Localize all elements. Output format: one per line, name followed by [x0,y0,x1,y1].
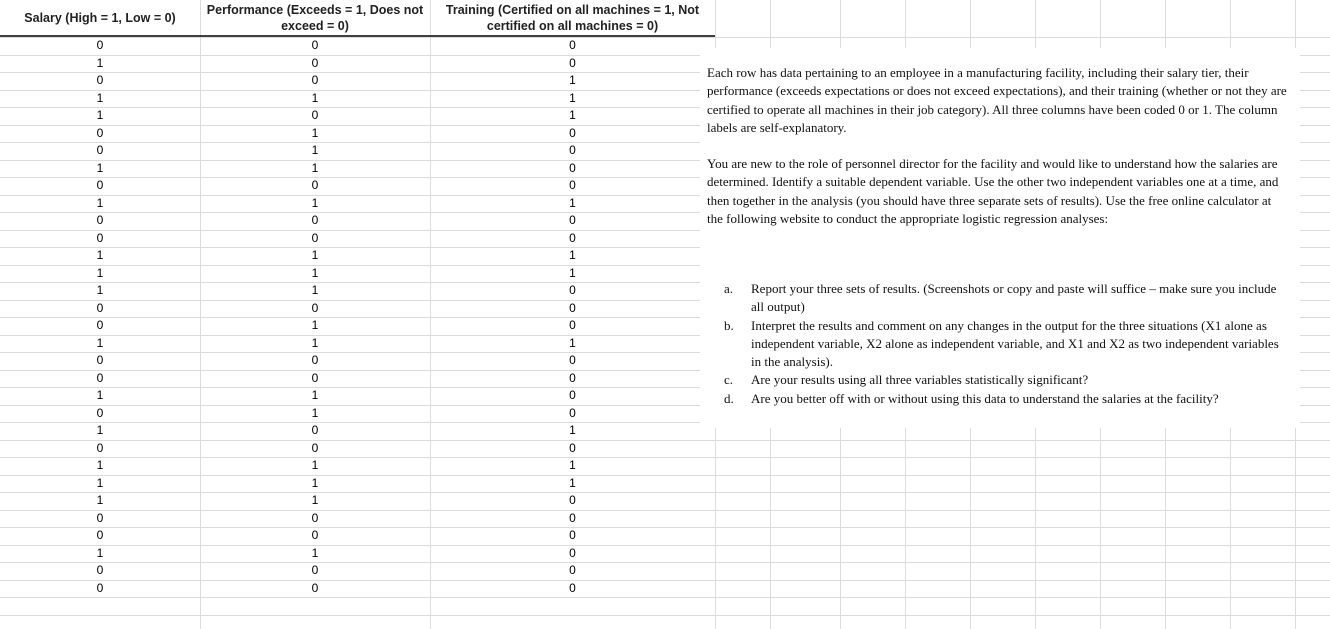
performance-cell[interactable]: 1 [311,545,319,560]
question-marker: a. [724,281,734,296]
salary-cell[interactable]: 1 [96,108,104,122]
salary-cell[interactable]: 0 [96,563,104,577]
salary-cell[interactable]: 0 [96,580,104,595]
training-cell[interactable]: 0 [569,370,576,385]
performance-cell[interactable]: 1 [311,90,319,105]
training-cell[interactable]: 0 [569,388,576,402]
salary-cell[interactable]: 0 [96,370,104,385]
training-cell[interactable]: 0 [569,230,576,245]
performance-cell[interactable]: 1 [311,405,319,420]
salary-cell[interactable]: 1 [96,160,104,175]
training-cell[interactable]: 1 [569,248,576,262]
salary-cell[interactable]: 1 [96,493,104,507]
salary-cell[interactable]: 1 [96,265,104,280]
salary-cell[interactable]: 1 [96,388,104,402]
training-cell[interactable]: 0 [569,545,576,560]
salary-cell[interactable]: 0 [96,510,104,525]
salary-cell[interactable]: 1 [96,475,104,490]
training-cell[interactable]: 0 [569,493,576,507]
question-marker: d. [724,390,734,406]
training-cell[interactable]: 1 [569,475,576,490]
salary-cell[interactable]: 0 [96,38,104,52]
question-text: Are your results using all three variables statistically significant? [751,372,1089,388]
training-cell[interactable]: 1 [569,73,576,87]
performance-cell[interactable]: 0 [311,300,319,315]
training-cell[interactable]: 0 [569,55,576,70]
training-cell[interactable]: 1 [569,423,576,437]
salary-cell[interactable]: 0 [96,230,104,245]
salary-cell[interactable]: 0 [96,213,104,227]
performance-cell[interactable]: 1 [311,143,319,157]
salary-cell[interactable]: 0 [96,143,104,157]
training-cell[interactable]: 1 [569,335,576,350]
question-marker: c. [724,372,734,388]
salary-cell[interactable]: 0 [96,528,104,542]
salary-cell[interactable]: 0 [96,440,104,455]
salary-cell[interactable]: 1 [96,55,104,70]
performance-cell[interactable]: 0 [311,55,319,70]
salary-cell[interactable]: 0 [96,318,104,332]
salary-cell[interactable]: 0 [96,125,104,140]
performance-cell[interactable]: 1 [311,195,319,210]
salary-cell[interactable]: 0 [96,178,104,192]
performance-cell[interactable]: 0 [311,353,319,367]
training-cell[interactable]: 0 [569,38,576,52]
training-cell[interactable]: 0 [569,580,576,595]
training-cell[interactable]: 0 [569,160,576,175]
performance-cell[interactable]: 1 [311,493,319,507]
performance-cell[interactable]: 0 [311,510,319,525]
training-cell[interactable]: 1 [569,108,576,122]
salary-cell[interactable]: 0 [96,353,104,367]
task-paragraph: You are new to the role of personnel director for the facility and would like to understand how the salaries are determined. Identify a suitable dependent variable. Use the other two independent variables one at a time, and then together in the analysis (you should have three separate sets of results). Use the free online calculator at the following website to conduct the appropriate logistic regression analyses: [707,156,1279,226]
salary-cell[interactable]: 1 [96,423,104,437]
performance-cell[interactable]: 1 [311,475,319,490]
performance-cell[interactable]: 0 [311,38,319,52]
training-cell[interactable]: 0 [569,440,576,455]
salary-cell[interactable]: 1 [96,248,104,262]
performance-cell[interactable]: 0 [311,528,319,542]
instructions-textbox[interactable] [700,48,1300,428]
training-cell[interactable]: 0 [569,283,576,297]
question-item-b [724,317,1289,372]
salary-cell[interactable]: 1 [96,335,104,350]
performance-cell[interactable]: 0 [311,73,319,87]
salary-cell[interactable]: 0 [96,300,104,315]
question-item-a [724,280,1289,317]
performance-cell[interactable]: 0 [311,580,319,595]
training-cell[interactable]: 0 [569,300,576,315]
performance-cell[interactable]: 0 [311,213,319,227]
performance-cell[interactable]: 0 [311,440,319,455]
performance-cell[interactable]: 0 [311,178,319,192]
salary-cell[interactable]: 1 [96,283,104,297]
training-cell[interactable]: 0 [569,510,576,525]
salary-cell[interactable]: 1 [96,90,104,105]
performance-cell[interactable]: 1 [311,458,319,472]
performance-cell[interactable]: 1 [311,335,319,350]
question-marker: b. [724,317,734,333]
performance-cell[interactable]: 1 [311,248,319,262]
performance-cell[interactable]: 1 [311,265,319,280]
performance-cell[interactable]: 1 [311,283,319,297]
performance-cell[interactable]: 0 [311,563,319,577]
salary-cell[interactable]: 0 [96,405,104,420]
training-cell[interactable]: 0 [569,353,576,367]
performance-cell[interactable]: 1 [311,318,319,332]
salary-cell[interactable]: 1 [96,195,104,210]
question-text: Are you better off with or without using this data to understand the salaries at the facility? [751,390,1219,406]
training-cell[interactable]: 1 [569,195,576,210]
performance-cell[interactable]: 0 [311,423,319,437]
training-cell[interactable]: 0 [569,125,576,140]
performance-cell[interactable]: 1 [311,160,319,175]
training-cell[interactable]: 1 [569,458,576,472]
performance-cell[interactable]: 0 [311,108,319,122]
salary-cell[interactable]: 1 [96,545,104,560]
column-header-performance[interactable]: Performance (Exceeds = 1, Does not exceed = 0) [206,2,424,33]
salary-cell[interactable]: 1 [96,458,104,472]
question-text: Report your three sets of results. (Screenshots or copy and paste will suffice – make sure you include all output) [751,281,1277,315]
training-cell[interactable]: 0 [569,143,576,157]
salary-cell[interactable]: 0 [96,73,104,87]
column-header-salary[interactable]: Salary (High = 1, Low = 0) [24,10,176,25]
question-item-d [724,390,1289,408]
training-cell[interactable]: 0 [569,178,576,192]
training-cell[interactable]: 0 [569,563,576,577]
question-item-c [724,371,1289,389]
training-cell[interactable]: 0 [569,405,576,420]
question-text: Interpret the results and comment on any changes in the output for the three situations (X1 alone as independent variable, X2 alone as independent variable, and X1 and X2 as two independent variables in the analysis). [751,317,1279,370]
performance-cell[interactable]: 1 [311,388,319,402]
training-cell[interactable]: 1 [569,90,576,105]
description-paragraph: Each row has data pertaining to an employee in a manufacturing facility, including their salary tier, their performance (exceeds expectations or does not exceed expectations), and their training (whether or not they are certified to operate all machines in their job category). All three columns have been coded 0 or 1. The column labels are self-explanatory. [707,65,1287,135]
performance-cell[interactable]: 0 [311,370,319,385]
performance-cell[interactable]: 1 [311,125,319,140]
training-cell[interactable]: 0 [569,318,576,332]
training-cell[interactable]: 0 [569,528,576,542]
column-header-training[interactable]: Training (Certified on all machines = 1, Not certified on all machines = 0) [445,2,700,33]
performance-cell[interactable]: 0 [311,230,319,245]
training-cell[interactable]: 1 [569,265,576,280]
training-cell[interactable]: 0 [569,213,576,227]
question-list [724,280,1289,408]
